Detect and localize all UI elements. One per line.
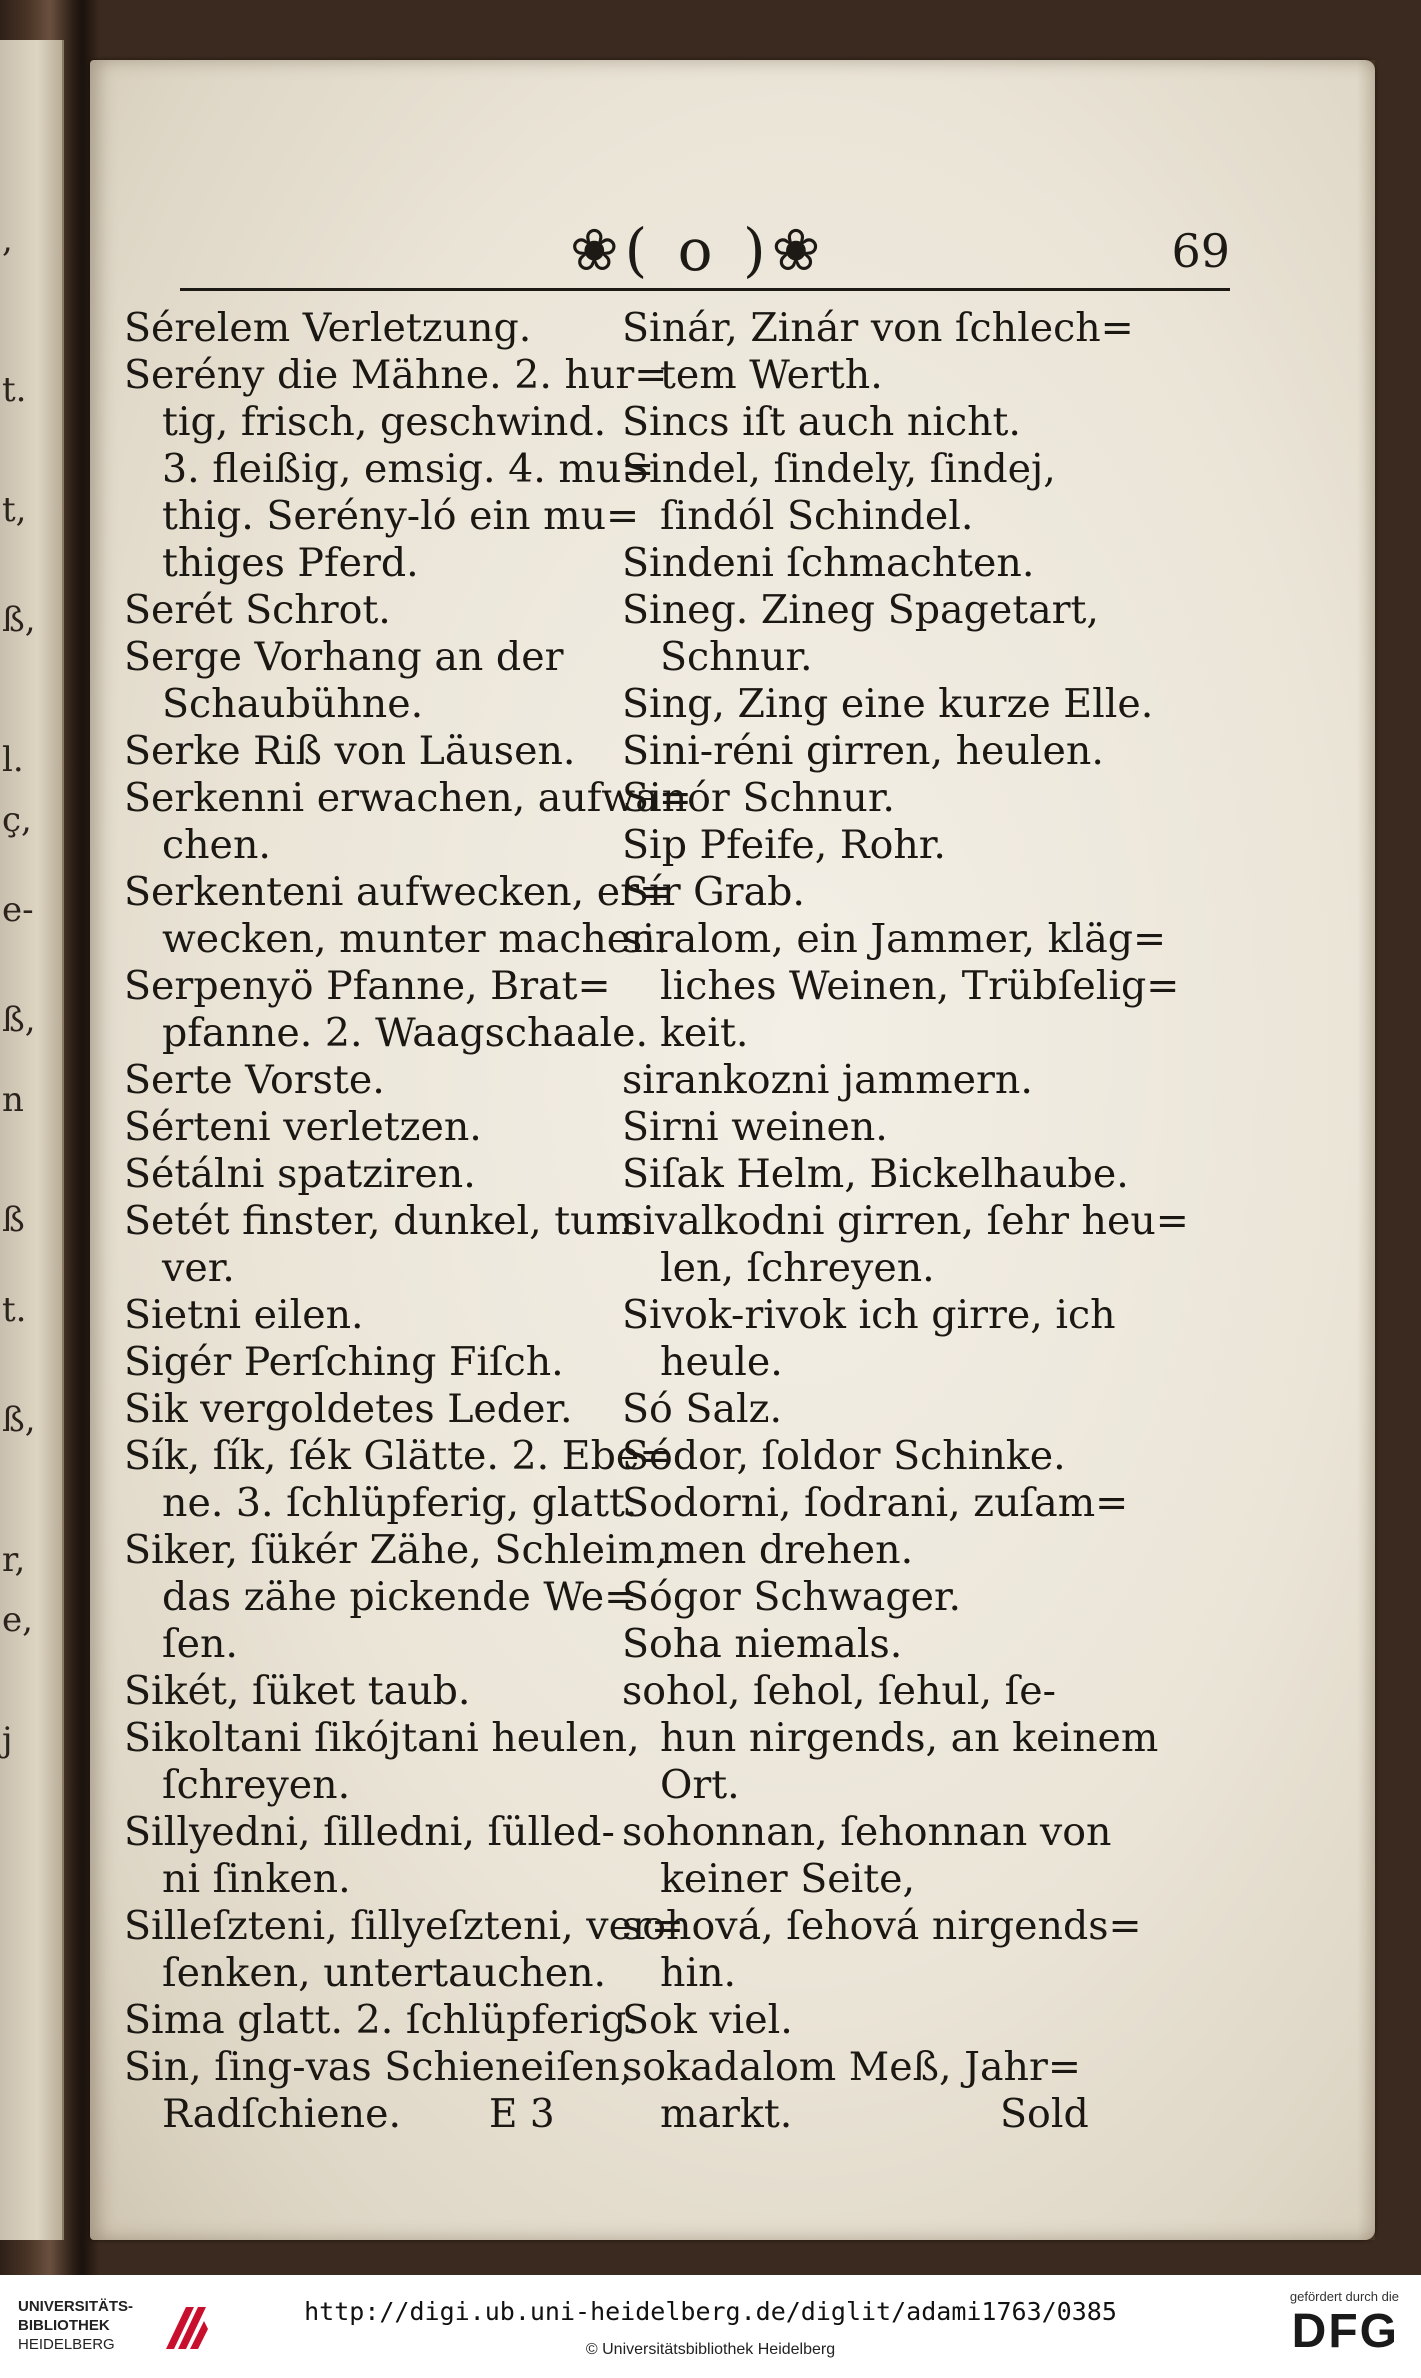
entry-line: sokadalom Meß, Jahr= [622, 2044, 1081, 2090]
dictionary-entry [124, 728, 669, 775]
dictionary-entry [124, 963, 669, 1057]
previous-page-edge [0, 40, 64, 2240]
entry-line: sivalkodni girren, ſehr heu= [622, 1198, 1189, 1244]
entry-line: Sivok-rivok ich girre, ich [622, 1292, 1116, 1338]
margin-char: j [2, 1720, 13, 1760]
entry-line: Sikét, ſüket taub. [124, 1668, 471, 1714]
margin-char: ß, [2, 1400, 36, 1440]
source-url[interactable]: http://digi.ub.uni-heidelberg.de/diglit/adami1763/0385 [304, 2297, 1117, 2326]
dictionary-entry [622, 1480, 1167, 1574]
entry-line: chen. [162, 822, 271, 868]
entry-line: ſchreyen. [162, 1762, 351, 1808]
page-number: 69 [1171, 224, 1230, 278]
entry-line: Schnur. [660, 634, 813, 680]
entry-line: Sinór Schnur. [622, 775, 895, 821]
library-line-2: BIBLIOTHEK [18, 2317, 110, 2334]
dictionary-entry [622, 1292, 1167, 1386]
copyright-notice: © Universitätsbibliothek Heidelberg [585, 2341, 836, 2358]
dictionary-entry [622, 1621, 1167, 1668]
entry-line: ver. [162, 1245, 235, 1291]
dictionary-entry [124, 1668, 669, 1715]
dictionary-entry [622, 446, 1167, 540]
margin-char: ß, [2, 600, 36, 640]
entry-line: sirankozni jammern. [622, 1057, 1033, 1103]
entry-line: Serkenteni aufwecken, er= [124, 869, 673, 915]
entry-line: ſenken, untertauchen. [162, 1950, 607, 1996]
entry-line: Sikoltani ſikójtani heulen, [124, 1715, 640, 1761]
entry-line: Sódor, ſoldor Schinke. [622, 1433, 1066, 1479]
dfg-logo [1259, 2289, 1399, 2369]
catchword: Sold [1000, 2091, 1089, 2137]
entry-line: Radſchiene. E 3 [162, 2091, 555, 2137]
margin-char: ß [2, 1200, 25, 1240]
dictionary-entry [124, 634, 669, 728]
margin-char: l. [2, 740, 24, 780]
margin-char: ç, [2, 800, 32, 840]
dictionary-entry [622, 1104, 1167, 1151]
margin-char: r, [2, 1540, 26, 1580]
entry-line: liches Weinen, Trübſelig= [660, 963, 1180, 1009]
entry-line: sohová, ſehová nirgends= [622, 1903, 1142, 1949]
entry-line: thiges Pferd. [162, 540, 419, 586]
entry-line: Sík, ſík, ſék Glätte. 2. Ebe= [124, 1433, 673, 1479]
entry-line: 3. fleißig, emsig. 4. mu= [162, 446, 655, 492]
dictionary-entry [124, 1151, 669, 1198]
dictionary-entry [124, 1104, 669, 1151]
dictionary-entry [622, 305, 1167, 399]
right-column [622, 305, 1189, 2138]
dictionary-entry [622, 1809, 1167, 1903]
entry-line: sohol, ſehol, ſehul, ſe- [622, 1668, 1056, 1714]
dictionary-entry [622, 587, 1167, 681]
header-ornament: ❀( o )❀ [570, 216, 827, 284]
dictionary-entry [622, 1574, 1167, 1621]
entry-line: siralom, ein Jammer, kläg= [622, 916, 1167, 962]
margin-char: n [2, 1080, 24, 1120]
entry-line: Sindel, ſindely, ſindej, [622, 446, 1056, 492]
dictionary-entry [124, 869, 673, 963]
dictionary-entry [622, 1057, 1167, 1104]
dictionary-entry [622, 681, 1167, 728]
running-header [150, 210, 1230, 290]
dictionary-entry [124, 1527, 669, 1668]
entry-line: ne. 3. ſchlüpferig, glatt. [162, 1480, 638, 1526]
entry-line: Sineg. Zineg Spagetart, [622, 587, 1099, 633]
entry-line: Sérteni verletzen. [124, 1104, 482, 1150]
entry-line: ſen. [162, 1621, 238, 1667]
dictionary-entry [622, 728, 1167, 775]
entry-line: Sik vergoldetes Leder. [124, 1386, 573, 1432]
entry-line: Sindeni ſchmachten. [622, 540, 1035, 586]
dictionary-entry [622, 540, 1167, 587]
entry-line: hun nirgends, an keinem [660, 1715, 1159, 1761]
entry-line: Sillyedni, ſilledni, ſülled- [124, 1809, 615, 1855]
dictionary-entry [124, 1809, 669, 1903]
entry-line: tig, frisch, geschwind. [162, 399, 607, 445]
entry-line: das zähe pickende We= [162, 1574, 638, 1620]
entry-line: tem Werth. [660, 352, 883, 398]
entry-line: ſindól Schindel. [660, 493, 974, 539]
entry-line: thig. Serény-ló ein mu= [162, 493, 640, 539]
dfg-caption: gefördert durch die [1289, 2289, 1399, 2304]
entry-line: Serkenni erwachen, aufwa= [124, 775, 692, 821]
dictionary-entry [622, 1433, 1167, 1480]
entry-line: Sinár, Zinár von ſchlech= [622, 305, 1134, 351]
entry-line: hin. [660, 1950, 737, 1996]
library-line-3: HEIDELBERG [18, 2336, 115, 2353]
entry-line: Sirni weinen. [622, 1104, 888, 1150]
entry-line: Serpenyö Pfanne, Brat= [124, 963, 611, 1009]
entry-line: keiner Seite, [660, 1856, 916, 1902]
dictionary-entry [124, 305, 669, 352]
dictionary-entry [622, 775, 1167, 822]
dfg-wordmark: DFG [1291, 2305, 1399, 2358]
dictionary-entry [124, 1386, 669, 1433]
entry-line: Sodorni, ſodrani, zuſam= [622, 1480, 1129, 1526]
entry-line: Sigér Perſching Fiſch. [124, 1339, 564, 1385]
entry-line: sohonnan, ſehonnan von [622, 1809, 1112, 1855]
entry-line: ni ſinken. [162, 1856, 351, 1902]
entry-line: Sír Grab. [622, 869, 805, 915]
entry-line: Schaubühne. [162, 681, 424, 727]
dictionary-entry [124, 1433, 673, 1527]
dictionary-entry [124, 1198, 669, 1292]
dictionary-entry [124, 352, 669, 587]
entry-line: Sip Pfeife, Rohr. [622, 822, 946, 868]
margin-char: ß, [2, 1000, 36, 1040]
margin-char: e, [2, 1600, 33, 1640]
entry-line: Sing, Zing eine kurze Elle. [622, 681, 1154, 727]
entry-line: Sietni eilen. [124, 1292, 364, 1338]
entry-line: Setét finster, dunkel, tum [124, 1198, 634, 1244]
entry-line: Sérelem Verletzung. [124, 305, 532, 351]
signature-mark: E 3 [489, 2092, 555, 2137]
entry-line: keit. [660, 1010, 749, 1056]
dictionary-entry [622, 2044, 1167, 2138]
dictionary-entry [124, 1997, 669, 2044]
margin-char: t. [2, 370, 27, 410]
entry-line: markt. Sold [660, 2091, 1089, 2137]
entry-line: Só Salz. [622, 1386, 783, 1432]
dictionary-entry [622, 1386, 1167, 1433]
header-rule [180, 288, 1230, 291]
entry-line: Ort. [660, 1762, 740, 1808]
dictionary-entry [124, 1292, 669, 1339]
entry-line: Serge Vorhang an der [124, 634, 564, 680]
entry-line: Sétálni spatziren. [124, 1151, 476, 1197]
entry-line: Sini-réni girren, heulen. [622, 728, 1104, 774]
dictionary-entry [622, 1997, 1167, 2044]
book-page [90, 60, 1375, 2240]
entry-line: wecken, munter machen. [162, 916, 669, 962]
page-shadow [1357, 60, 1375, 2240]
dictionary-entry [622, 399, 1167, 446]
dictionary-entry [622, 1668, 1167, 1809]
entry-line: heule. [660, 1339, 783, 1385]
margin-char: t. [2, 1290, 27, 1330]
entry-line: Siker, ſükér Zähe, Schleim, [124, 1527, 668, 1573]
entry-line: Sin, ſing-vas Schieneiſen, [124, 2044, 633, 2090]
entry-line: Silleſzteni, ſillyeſzteni, ver= [124, 1903, 684, 1949]
entry-line: Serény die Mähne. 2. hur= [124, 352, 668, 398]
library-line-1: UNIVERSITÄTS- [18, 2298, 134, 2315]
entry-line: Siſak Helm, Bickelhaube. [622, 1151, 1129, 1197]
entry-line: Sima glatt. 2. ſchlüpferig. [124, 1997, 639, 2043]
entry-line: Sincs iſt auch nicht. [622, 399, 1021, 445]
entry-line: Serét Schrot. [124, 587, 391, 633]
dictionary-entry [124, 1903, 684, 1997]
dictionary-entry [622, 1198, 1189, 1292]
footer-bar [0, 2275, 1421, 2378]
dictionary-entry [124, 1057, 669, 1104]
entry-line: pfanne. 2. Waagschaale. [162, 1010, 649, 1056]
dictionary-entry [124, 775, 692, 869]
entry-line: Soha niemals. [622, 1621, 903, 1667]
margin-char: e- [2, 890, 34, 930]
entry-line: Sógor Schwager. [622, 1574, 962, 1620]
dictionary-entry [622, 822, 1167, 869]
entry-line: Serke Riß von Läusen. [124, 728, 576, 774]
dictionary-entry [124, 2044, 669, 2138]
entry-line: Serte Vorste. [124, 1057, 385, 1103]
entry-line: men drehen. [660, 1527, 914, 1573]
previous-page-margin-text [2, 40, 42, 2240]
dictionary-entry [124, 1339, 669, 1386]
dictionary-entry [622, 916, 1180, 1057]
left-column [124, 305, 692, 2138]
dictionary-entry [124, 587, 669, 634]
dictionary-entry [622, 1151, 1167, 1198]
margin-char: t, [2, 490, 27, 530]
entry-line: Sok viel. [622, 1997, 793, 2043]
dictionary-entry [622, 869, 1167, 916]
dictionary-entry [124, 1715, 669, 1809]
entry-line: len, ſchreyen. [660, 1245, 935, 1291]
dictionary-entry [622, 1903, 1167, 1997]
margin-char: , [2, 220, 13, 260]
